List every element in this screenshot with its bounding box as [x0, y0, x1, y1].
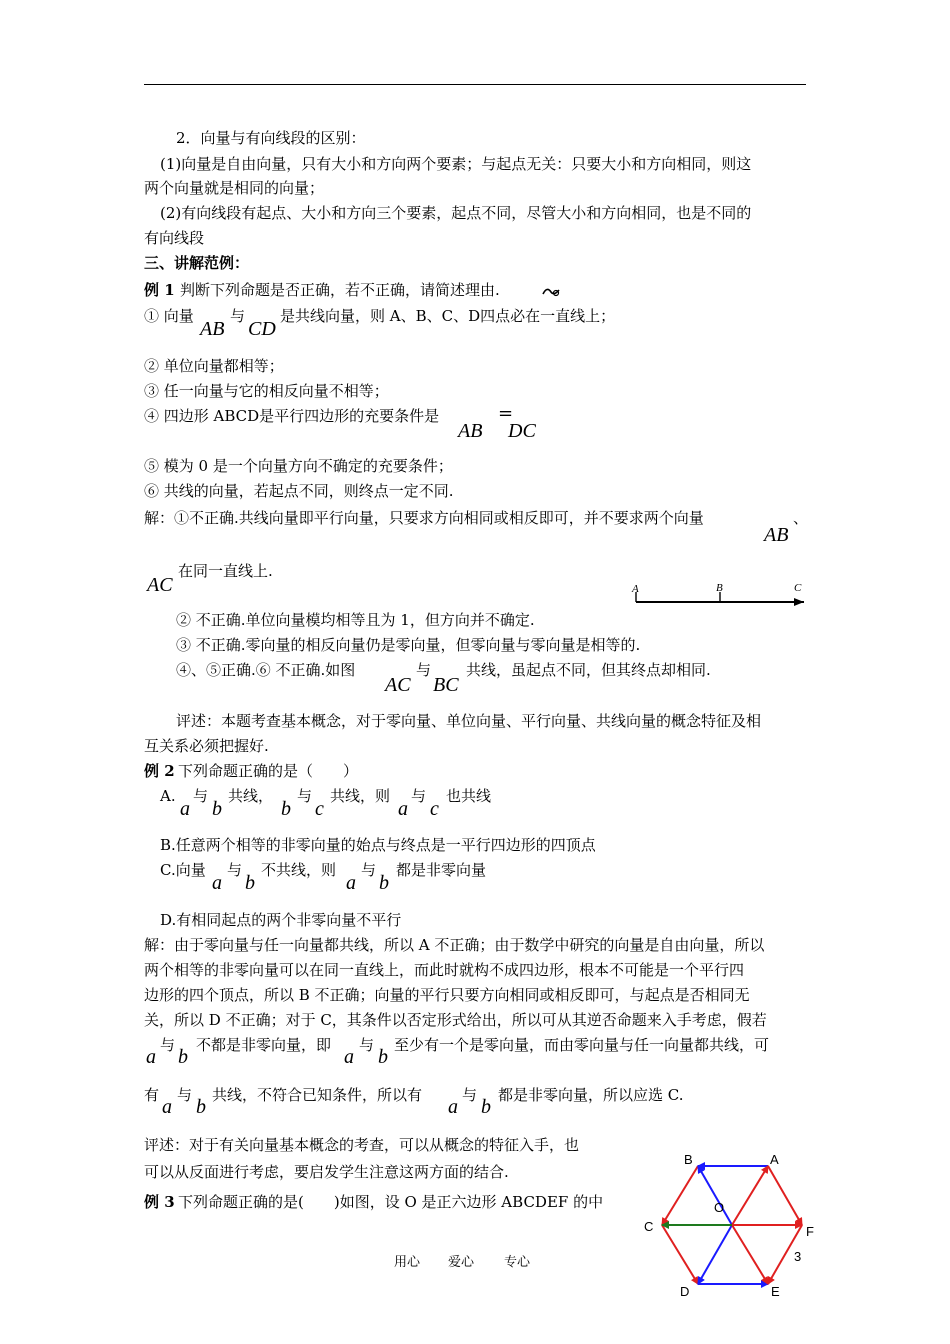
vector-ac: AC — [147, 574, 173, 596]
footer-left: 用心 — [394, 1255, 421, 1270]
sol2: ② 不正确.单位向量模均相等且为 1，但方向并不确定. — [176, 611, 535, 629]
sol2-5c: 与 — [359, 1036, 375, 1054]
optA-3: 共线， — [228, 787, 274, 805]
optA-1: A. — [160, 787, 176, 805]
sol1: 解：①不正确.共线向量即平行向量，只要求方向相同或相反即可，并不要求两个向量 — [144, 509, 704, 527]
section-heading: 三、讲解范例： — [144, 254, 250, 272]
sol2-5a: 与 — [160, 1036, 176, 1054]
ex3-text: 下列命题正确的是( )如图，设 O 是正六边形 ABCDEF 的中 — [178, 1193, 604, 1211]
sol1-comma: 、 — [793, 509, 809, 527]
vector-b-2: b — [281, 798, 291, 820]
sol2-6c: 共线，不符合已知条件，所以有 — [212, 1086, 423, 1104]
optA-7: 也共线 — [446, 787, 492, 805]
hex-label-o: O — [714, 1200, 725, 1215]
optA-5: 共线，则 — [330, 787, 391, 805]
line-5: 有向线段 — [144, 229, 205, 247]
sol2-line4: 关，所以 D 不正确；对于 C，其条件以否定形式给出，所以可从其逆否命题来入手考虑，假若 — [144, 1011, 767, 1029]
vector-ab: AB — [200, 318, 225, 340]
vector-ab-2: AB — [458, 420, 483, 442]
ex2-text: 下列命题正确的是（ ） — [178, 762, 359, 780]
optA-6: 与 — [411, 787, 427, 805]
sol1-b: 在同一直线上. — [178, 562, 273, 580]
hexagon-figure — [636, 1146, 826, 1302]
q3: ③ 任一向量与它的相反向量不相等； — [144, 382, 389, 400]
vector-a-8: a — [448, 1096, 458, 1118]
optC-5: 都是非零向量 — [396, 861, 487, 879]
vector-a-7: a — [162, 1096, 172, 1118]
collinear-figure — [628, 580, 810, 610]
vector-a-6: a — [344, 1046, 354, 1068]
line-3: 两个向量就是相同的向量； — [144, 179, 325, 197]
ex1-label: 例 1 — [144, 281, 175, 299]
sol4-b: 与 — [416, 661, 432, 679]
review1-a: 评述：本题考查基本概念，对于零向量、单位向量、平行向量、共线向量的概念特征及相 — [176, 712, 762, 730]
q5: ⑤ 模为 0 是一个向量方向不确定的充要条件； — [144, 457, 453, 475]
hex-label-d: D — [680, 1284, 690, 1299]
optD: D.有相同起点的两个非零向量不平行 — [160, 911, 402, 929]
sol2-6d: 与 — [462, 1086, 478, 1104]
vector-b-7: b — [196, 1096, 206, 1118]
q1-a: ① 向量 — [144, 307, 194, 325]
vector-b-3: b — [245, 872, 255, 894]
optC-1: C.向量 — [160, 861, 206, 879]
sol4-a: ④、⑤正确.⑥ 不正确.如图 — [176, 661, 356, 679]
q1-c: 是共线向量，则 A、B、C、D四点必在一直线上； — [280, 307, 616, 325]
review2-a: 评述：对于有关向量基本概念的考查，可以从概念的特征入手，也 — [144, 1136, 580, 1154]
sol3: ③ 不正确.零向量的相反向量仍是零向量，但零向量与零向量是相等的. — [176, 636, 641, 654]
vector-c: c — [315, 798, 324, 820]
footer-mid: 爱心 — [448, 1255, 475, 1270]
vector-cd: CD — [248, 318, 276, 340]
hex-label-f: F — [806, 1224, 814, 1239]
label-a: A — [632, 583, 639, 595]
sol2-line3: 边形的四个顶点，所以 B 不正确；向量的平行只要方向相同或相反即可，与起点是否相同无 — [144, 986, 750, 1004]
line-4: (2)有向线段有起点、大小和方向三个要素，起点不同，尽管大小和方向相同，也是不同的 — [160, 204, 752, 222]
sol2-6b: 与 — [177, 1086, 193, 1104]
label-c: C — [794, 582, 802, 594]
ex2-label: 例 2 — [144, 762, 175, 780]
hex-label-c: C — [644, 1219, 654, 1234]
vector-b-5: b — [178, 1046, 188, 1068]
ex3-label: 例 3 — [144, 1193, 175, 1211]
vector-ac-2: AC — [385, 674, 411, 696]
vector-a-5: a — [146, 1046, 156, 1068]
sol2-6e: 都是非零向量，所以应选 C. — [498, 1086, 684, 1104]
ex1-text: 判断下列命题是否正确，若不正确，请简述理由. — [180, 281, 500, 299]
vector-dc: DC — [508, 420, 536, 442]
vector-ab-3: AB — [764, 524, 789, 546]
review2-b: 可以从反面进行考虑，要启发学生注意这两方面的结合. — [144, 1163, 509, 1181]
hex-label-e: E — [771, 1284, 780, 1299]
vector-a-3: a — [212, 872, 222, 894]
sol4-c: 共线，虽起点不同，但其终点却相同. — [466, 661, 711, 679]
line-2: (1)向量是自由向量，只有大小和方向两个要素；与起点无关：只要大小和方向相同，则这 — [160, 155, 752, 173]
sol2-5b: 不都是非零向量，即 — [196, 1036, 332, 1054]
header-rule — [144, 84, 806, 85]
sol2-line2: 两个相等的非零向量可以在同一直线上，而此时就构不成四边形，根本不可能是一个平行四 — [144, 961, 745, 979]
q6: ⑥ 共线的向量，若起点不同，则终点一定不同. — [144, 482, 454, 500]
vector-a: a — [180, 798, 190, 820]
optC-2: 与 — [227, 861, 243, 879]
pencil-icon — [541, 284, 561, 298]
vector-b-6: b — [378, 1046, 388, 1068]
optB: B.任意两个相等的非零向量的始点与终点是一平行四边形的四顶点 — [160, 836, 596, 854]
hex-label-a: A — [770, 1152, 779, 1167]
hex-label-b: B — [684, 1152, 693, 1167]
vector-b-8: b — [481, 1096, 491, 1118]
q2: ② 单位向量都相等； — [144, 357, 284, 375]
optC-4: 与 — [361, 861, 377, 879]
q4-equals: = — [498, 403, 514, 424]
sol2-5d: 至少有一个是零向量，而由零向量与任一向量都共线，可 — [394, 1036, 770, 1054]
sol2-6a: 有 — [144, 1086, 160, 1104]
sol2-line1: 解：由于零向量与任一向量都共线，所以 A 不正确；由于数学中研究的向量是自由向量，所以 — [144, 936, 765, 954]
vector-b-4: b — [379, 872, 389, 894]
q4: ④ 四边形 ABCD是平行四边形的充要条件是 — [144, 407, 440, 425]
label-b: B — [716, 582, 723, 594]
vector-c-2: c — [430, 798, 439, 820]
vector-a-4: a — [346, 872, 356, 894]
optA-2: 与 — [193, 787, 209, 805]
line-1: 2．向量与有向线段的区别： — [176, 129, 366, 147]
optA-4: 与 — [297, 787, 313, 805]
footer-right: 专心 — [504, 1255, 531, 1270]
q1-b: 与 — [230, 307, 246, 325]
optC-3: 不共线，则 — [261, 861, 337, 879]
vector-b: b — [212, 798, 222, 820]
vector-a-2: a — [398, 798, 408, 820]
vector-bc: BC — [433, 674, 459, 696]
review1-b: 互关系必须把握好. — [144, 737, 269, 755]
page-number: 3 — [794, 1249, 802, 1264]
